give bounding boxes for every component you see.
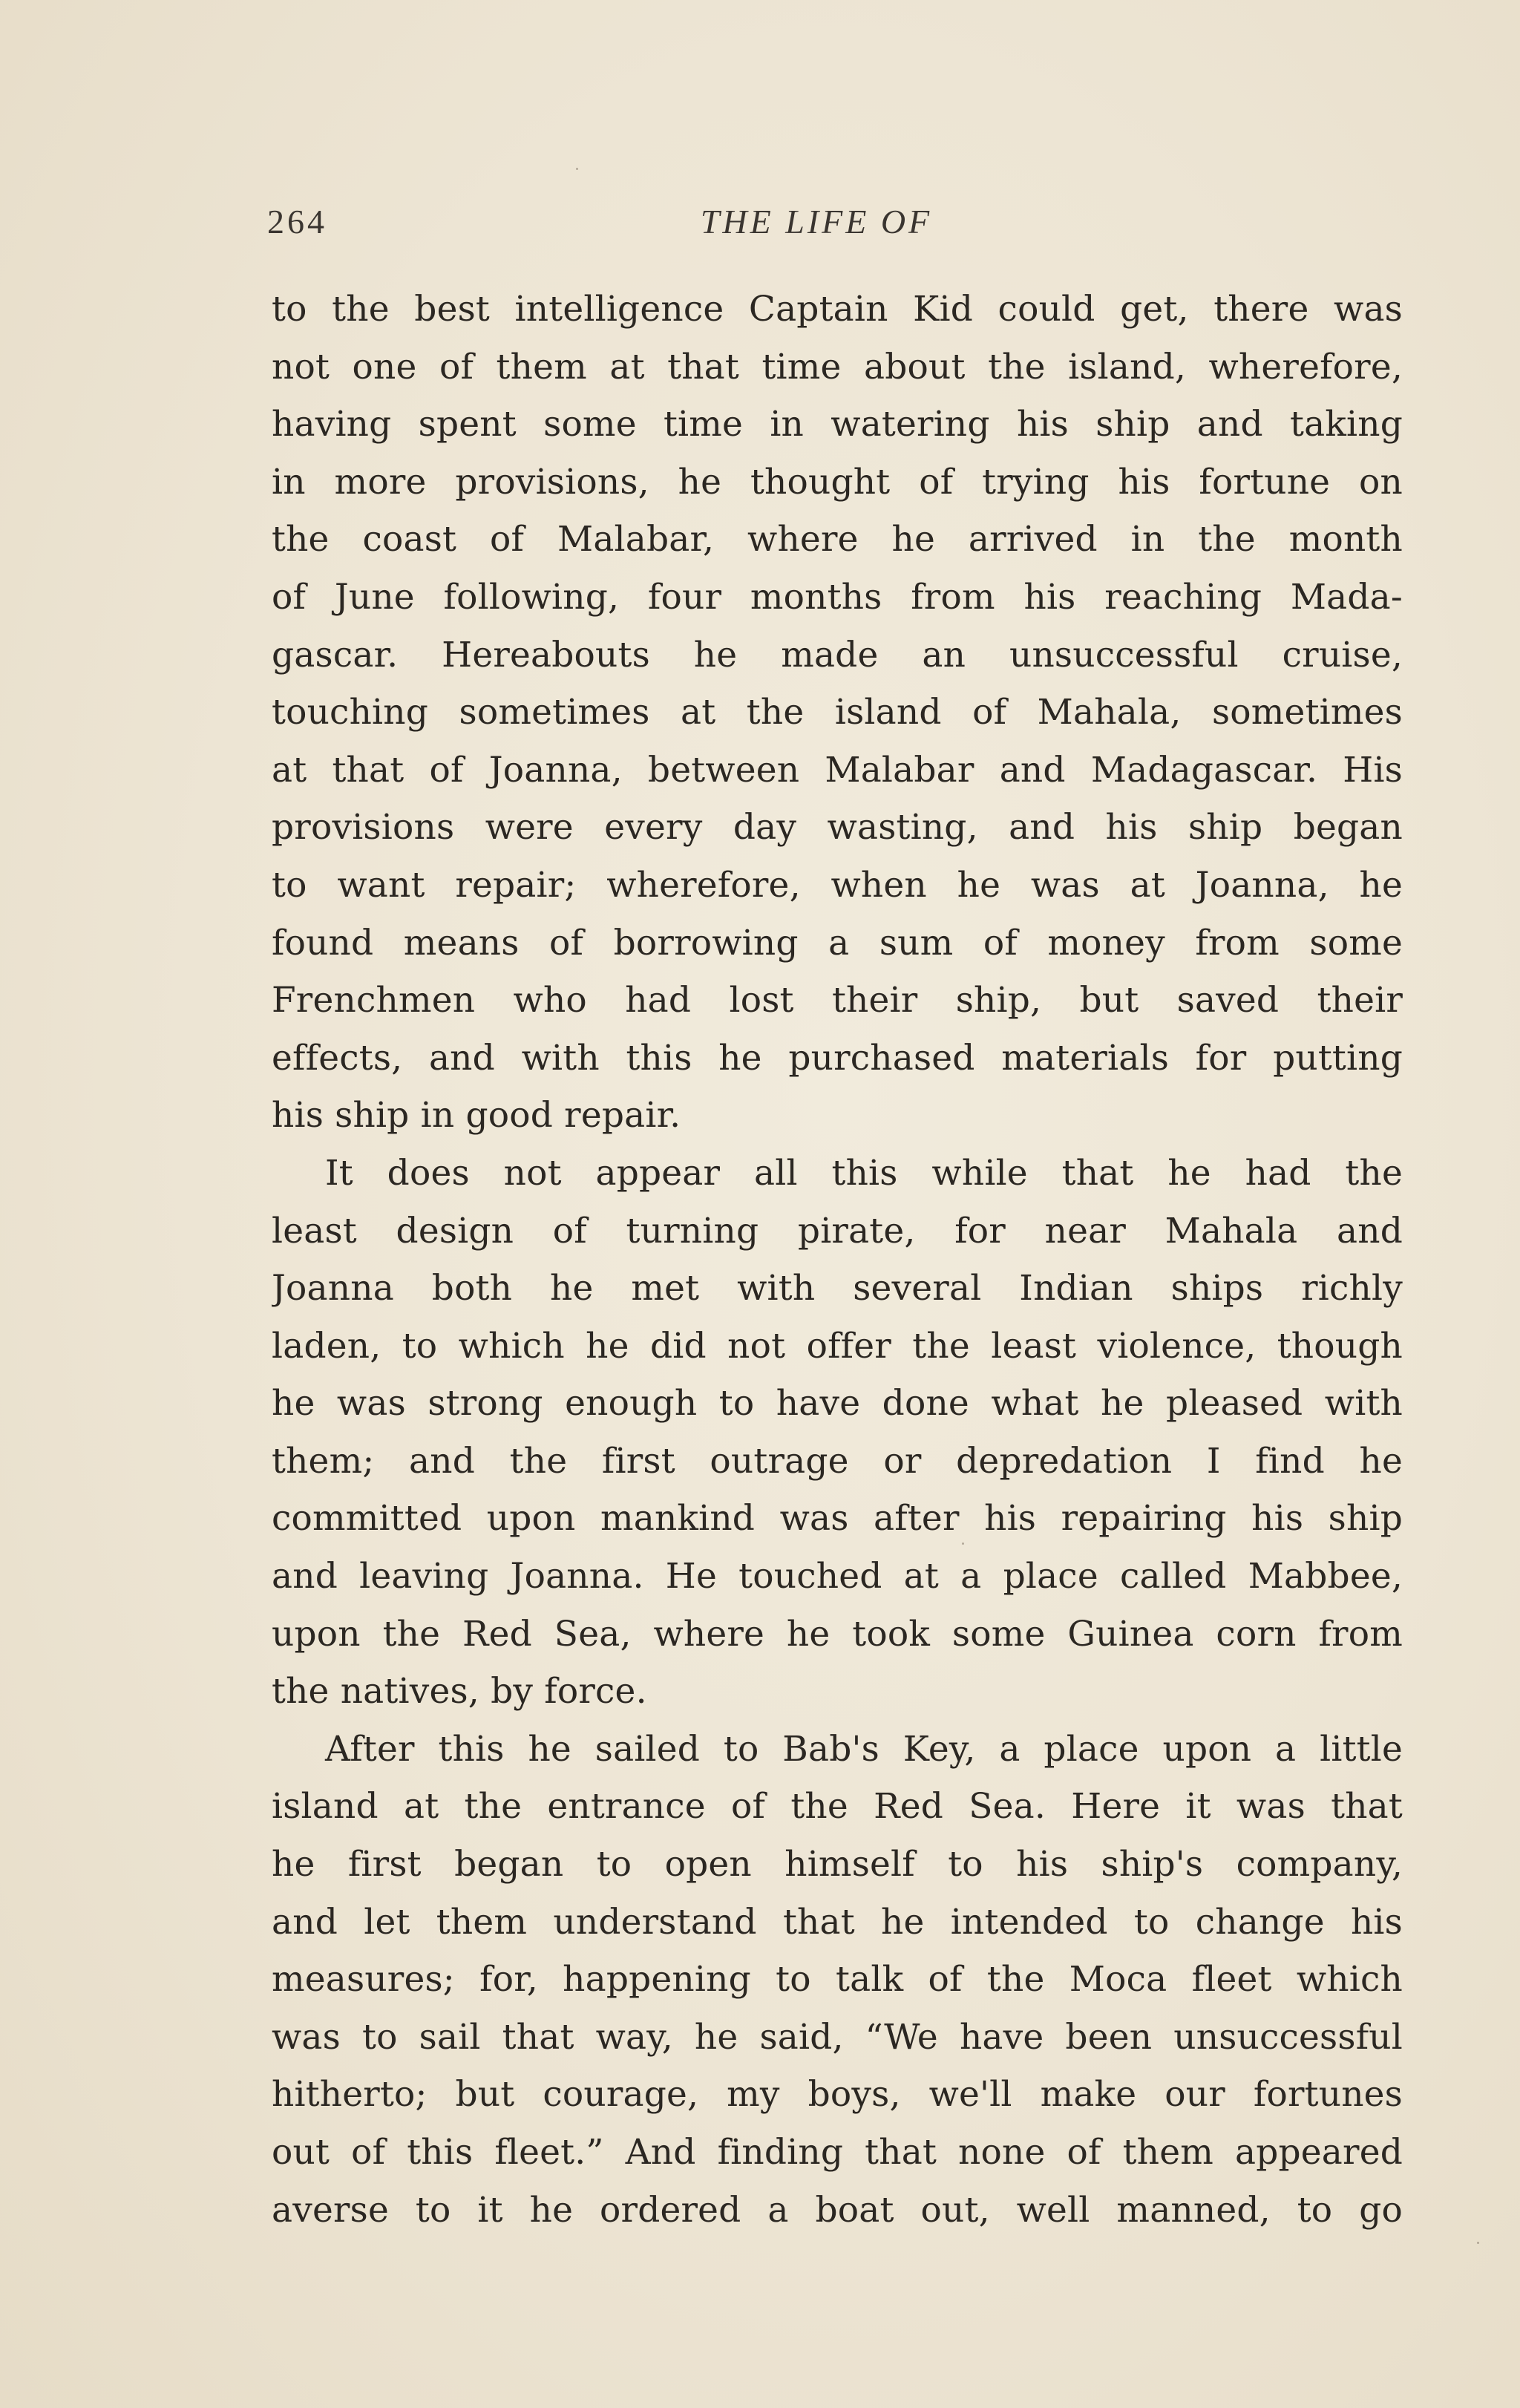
text-line: touching sometimes at the island of Mahala, sometimes [272,692,1403,733]
text-line: averse to it he ordered a boat out, well manned, to go [272,2189,1403,2231]
text-line: upon the Red Sea, where he took some Guinea corn from [272,1613,1403,1655]
text-line: the coast of Malabar, where he arrived in the month [272,519,1403,560]
text-line: he was strong enough to have done what he pleased with [272,1383,1403,1424]
text-line: island at the entrance of the Red Sea. Here it was that [272,1786,1403,1828]
text-line: out of this fleet.” And finding that none of them appeared [272,2132,1403,2173]
page-number: 264 [267,203,327,241]
text-line: effects, and with this he purchased materials for putting [272,1037,1403,1079]
text-line: provisions were every day wasting, and his ship began [272,807,1403,848]
paragraph-start-line: After this he sailed to Bab's Key, a place upon a little [325,1728,1403,1770]
text-line: at that of Joanna, between Malabar and Madagascar. His [272,749,1403,791]
paper-speck [962,1542,964,1545]
text-line: and leaving Joanna. He touched at a place called Mabbee, [272,1556,1403,1597]
text-line: them; and the first outrage or depredation I find he [272,1440,1403,1482]
paragraph-end-line: the natives, by force. [272,1671,647,1712]
text-line: of June following, four months from his reaching Mada- [272,576,1403,618]
paragraph-start-line: It does not appear all this while that he had the [325,1152,1403,1194]
text-line: measures; for, happening to talk of the Moca fleet which [272,1959,1403,2000]
text-line: and let them understand that he intended to change his [272,1901,1403,1943]
running-head: THE LIFE OF [700,203,933,241]
text-line: to the best intelligence Captain Kid could get, there was [272,289,1403,330]
text-line: was to sail that way, he said, “We have been unsuccessful [272,2016,1403,2058]
paper-speck [576,168,578,170]
text-line: Joanna both he met with several Indian ships richly [272,1268,1403,1309]
text-line: least design of turning pirate, for near Mahala and [272,1210,1403,1252]
page-header [267,202,1410,254]
text-line: having spent some time in watering his ship and taking [272,404,1403,445]
text-line: he first began to open himself to his ship's company, [272,1844,1403,1885]
text-line: to want repair; wherefore, when he was at Joanna, he [272,864,1403,906]
text-line: gascar. Hereabouts he made an unsuccessful cruise, [272,634,1403,675]
text-line: not one of them at that time about the island, wherefore, [272,346,1403,387]
text-line: found means of borrowing a sum of money from some [272,922,1403,963]
text-line: laden, to which he did not offer the least violence, though [272,1325,1403,1367]
paper-speck [1477,2242,1479,2244]
text-line: committed upon mankind was after his repairing his ship [272,1498,1403,1540]
paragraph-end-line: his ship in good repair. [272,1095,681,1136]
text-line: Frenchmen who had lost their ship, but saved their [272,980,1403,1021]
text-line: hitherto; but courage, my boys, we'll make our fortunes [272,2074,1403,2116]
text-line: in more provisions, he thought of trying his fortune on [272,461,1403,503]
body-text [272,281,1403,2239]
